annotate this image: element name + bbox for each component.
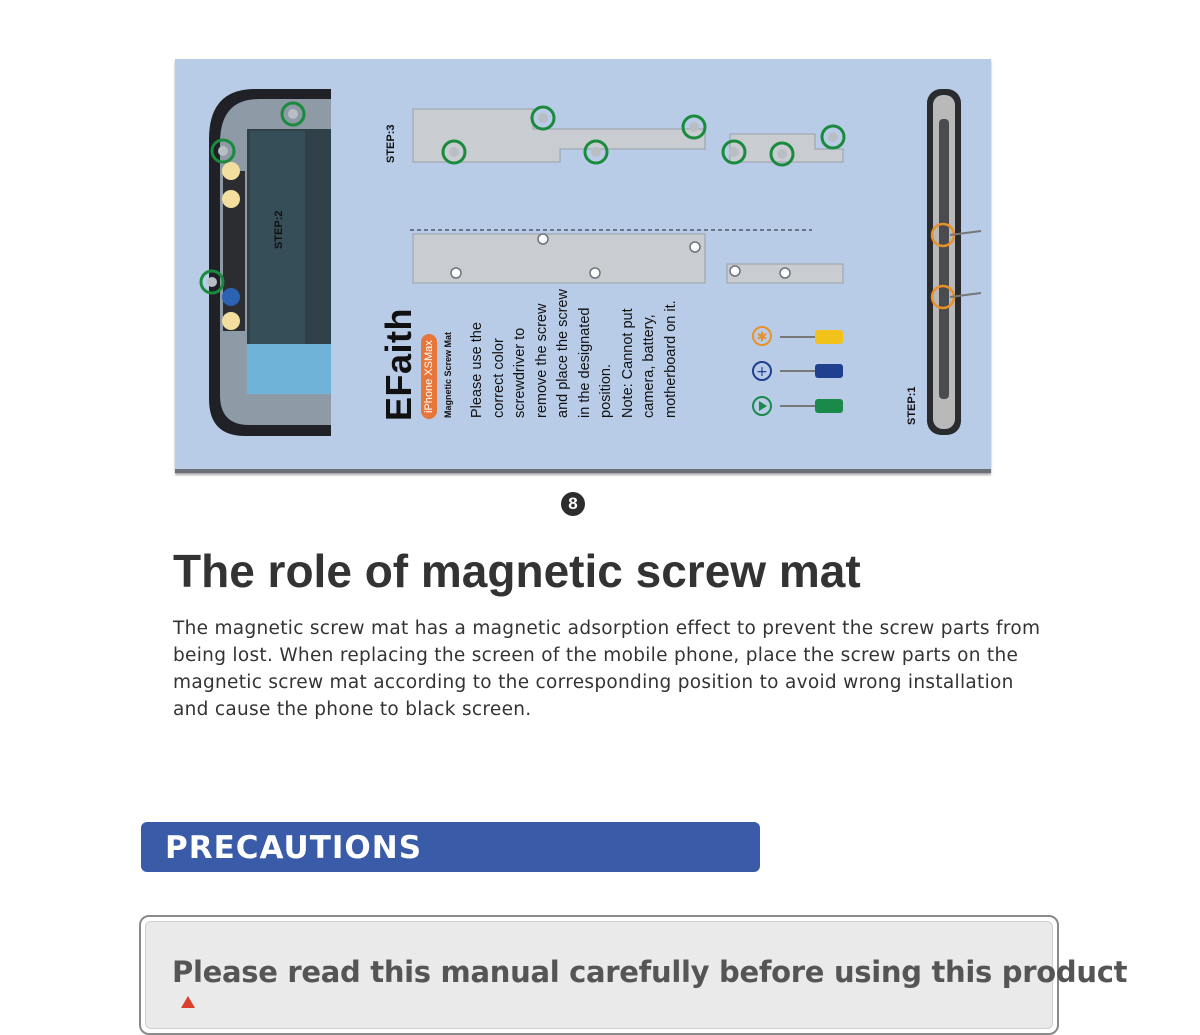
middle-brackets: [410, 230, 843, 283]
svg-text:+: +: [756, 364, 768, 380]
step3-brackets: [413, 107, 844, 165]
step2-label: STEP:2: [273, 210, 285, 249]
screwdriver-legend: [753, 327, 843, 415]
model-badge: iPhone XSMax: [421, 334, 437, 419]
page-number-badge: 8: [561, 492, 585, 516]
step3-label: STEP:3: [385, 124, 397, 163]
brand-logo: EFaith: [378, 307, 419, 421]
precautions-label: PRECAUTIONS: [165, 830, 423, 866]
screw-mat-illustration: [175, 59, 991, 473]
section-body: The magnetic screw mat has a magnetic adsorption effect to prevent the screw parts from being lost. When replacing the screen of the mobile phone, place the screw parts on the magnetic screw mat according to the corresponding position to avoid wrong installation and cause the phone to black screen.: [173, 618, 1041, 720]
svg-text:✱: ✱: [756, 330, 768, 345]
product-name: Magnetic Screw Mat: [443, 331, 453, 418]
manual-notice-text: Please read this manual carefully before using this product: [172, 955, 1128, 989]
mat-instructions: Please use the correct color screwdriver to remove the screw and place the screw in the designated position. Note: Cannot put camera, battery, motherboard on it.: [469, 289, 679, 418]
precautions-banner: [141, 822, 760, 872]
step1-label: STEP:1: [906, 386, 918, 425]
warning-icon: [181, 996, 195, 1008]
section-title: The role of magnetic screw mat: [173, 545, 861, 597]
side-frame-illustration: [927, 89, 981, 435]
manual-notice-box: [139, 915, 1128, 1035]
phone-frame-illustration: [201, 89, 331, 436]
manual-notice-inner: [145, 921, 1128, 1029]
